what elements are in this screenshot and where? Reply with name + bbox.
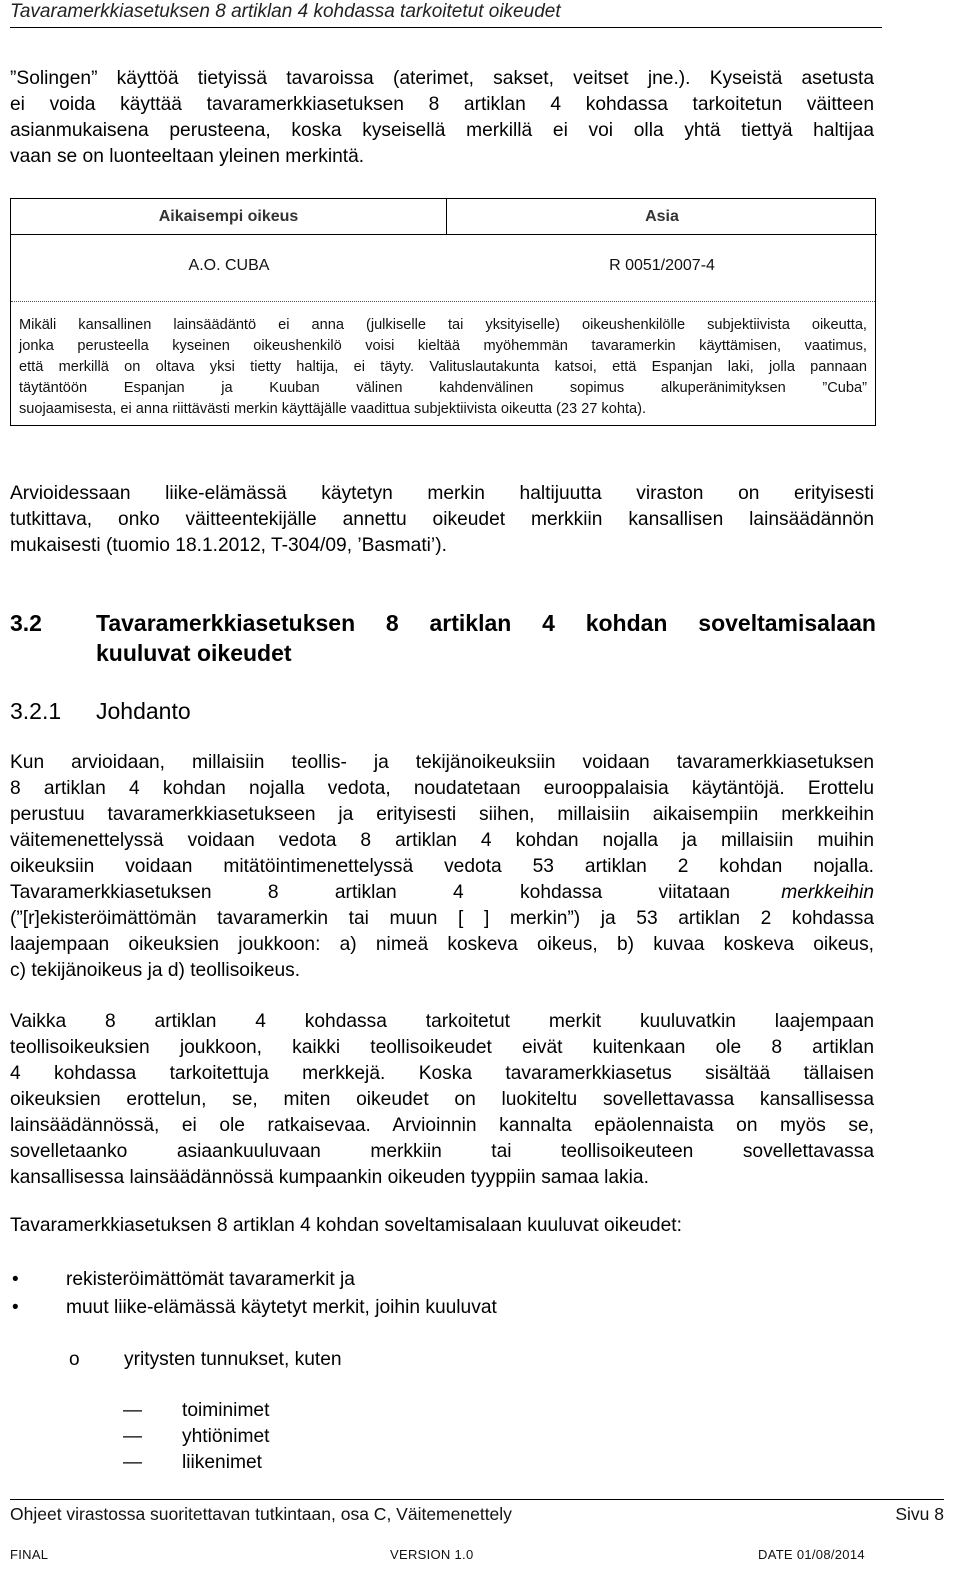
status-date: DATE 01/08/2014 bbox=[758, 1547, 865, 1562]
text-segment: Tavaramerkkiasetuksen 8 artiklan 4 kohdassa viitataan bbox=[10, 882, 730, 903]
text-line: ”Solingen” käyttöä tietyissä tavaroissa (aterimet, sakset, veitset jne.). Kyseistä asetusta bbox=[10, 68, 874, 89]
text-line: vaan se on luonteeltaan yleinen merkintä. bbox=[10, 146, 365, 167]
text-line: Mikäli kansallinen lainsäädäntö ei anna (julkiselle tai yksityiselle) oikeushenkilölle subjektiivista oikeutta, bbox=[19, 317, 867, 333]
text-line: jonka perusteella kyseinen oikeushenkilö voisi kieltää myöhemmän tavaramerkin käyttämisen, vaatimus, bbox=[19, 338, 867, 354]
section-title: Johdanto bbox=[96, 698, 191, 724]
list-intro bbox=[10, 1213, 874, 1239]
list-item: rekisteröimättömät tavaramerkit ja bbox=[66, 1269, 355, 1290]
dash-bullet-icon: — bbox=[123, 1452, 142, 1473]
text-line: lainsäädännössä, ei ole ratkaisevaa. Arvioinnin kannalta epäolennaista on myös se, bbox=[10, 1115, 874, 1136]
text-line: oikeuksiin voidaan mitätöintimenettelyssä vedota 53 artiklan 2 kohdan nojalla. bbox=[10, 856, 874, 877]
earlier-right-value: A.O. CUBA bbox=[188, 257, 270, 274]
assessment-paragraph bbox=[10, 481, 874, 559]
text-line: (”[r]ekisteröimättömän tavaramerkin tai muun [ ] merkin”) ja 53 artiklan 2 kohdassa bbox=[10, 908, 874, 929]
introduction-paragraph-1 bbox=[10, 750, 874, 984]
text-line: 4 kohdassa tarkoitettuja merkkejä. Koska tavaramerkkiasetus sisältää tällaisen bbox=[10, 1063, 874, 1084]
header-divider bbox=[10, 27, 882, 28]
text-line: 8 artiklan 4 kohdan nojalla vedota, noudatetaan eurooppalaisia käytäntöjä. Erottelu bbox=[10, 778, 874, 799]
text-line: teollisoikeuksien joukkoon, kaikki teollisoikeudet eivät kuitenkaan ole 8 artiklan bbox=[10, 1037, 874, 1058]
section-title-line: Tavaramerkkiasetuksen 8 artiklan 4 kohdan soveltamisalaan bbox=[96, 610, 876, 636]
intro-paragraph bbox=[10, 66, 874, 170]
introduction-paragraph-2 bbox=[10, 1009, 874, 1191]
text-line: Arvioidessaan liike-elämässä käytetyn merkin haltijuutta viraston on erityisesti bbox=[10, 483, 874, 504]
text-line: perustuu tavaramerkkiasetukseen ja erityisesti siihen, millaisiin aikaisempiin merkkeihin bbox=[10, 804, 874, 825]
circle-bullet-icon: o bbox=[69, 1349, 80, 1370]
text-line: väitemenettelyssä voidaan vedota 8 artiklan 4 kohdan nojalla ja millaisiin muihin bbox=[10, 830, 874, 851]
section-number: 3.2.1 bbox=[10, 698, 62, 724]
text-line: mukaisesti (tuomio 18.1.2012, T-304/09, ’Basmati’). bbox=[10, 535, 447, 556]
sub-sub-list-item: toiminimet bbox=[182, 1400, 270, 1421]
case-summary-text bbox=[19, 315, 867, 420]
text-line: tutkittava, onko väitteentekijälle annettu oikeudet merkkiin kansallisen lainsäädännön bbox=[10, 509, 874, 530]
text-line: ei voida käyttää tavaramerkkiasetuksen 8 artiklan 4 kohdassa tarkoitetun väitteen bbox=[10, 94, 874, 115]
list-item: muut liike-elämässä käytetyt merkit, joihin kuuluvat bbox=[66, 1297, 497, 1318]
bullet-icon: • bbox=[12, 1269, 19, 1290]
sub-list-item: yritysten tunnukset, kuten bbox=[124, 1349, 342, 1370]
text-line: Kun arvioidaan, millaisiin teollis- ja tekijänoikeuksiin voidaan tavaramerkkiasetuksen bbox=[10, 752, 874, 773]
text-line: laajempaan oikeuksien joukkoon: a) nimeä koskeva oikeus, b) kuvaa koskeva oikeus, bbox=[10, 934, 874, 955]
page-header-title: Tavaramerkkiasetuksen 8 artiklan 4 kohdassa tarkoitetut oikeudet bbox=[10, 1, 561, 22]
case-column-header: Asia bbox=[447, 199, 877, 235]
case-number-value: R 0051/2007-4 bbox=[609, 257, 715, 274]
text-line: että merkillä on oltava yksi tietty haltija, ei täyty. Valituslautakunta katsoi, että Espanjan laki, jolla pannaan bbox=[19, 359, 867, 375]
earlier-right-column-header: Aikaisempi oikeus bbox=[11, 199, 447, 235]
section-heading-3-2-1 bbox=[10, 696, 410, 726]
section-heading-3-2 bbox=[10, 608, 876, 670]
dash-bullet-icon: — bbox=[123, 1400, 142, 1421]
text-line: Vaikka 8 artiklan 4 kohdassa tarkoitetut merkit kuuluvatkin laajempaan bbox=[10, 1011, 874, 1032]
emphasis-text: merkkeihin bbox=[781, 882, 874, 903]
section-number: 3.2 bbox=[10, 610, 42, 636]
text-line: asianmukaisena perusteena, koska kyseisellä merkillä ei voi olla yhtä tiettyä haltijaa bbox=[10, 120, 874, 141]
text-line bbox=[10, 880, 874, 906]
text-line: kansallisessa lainsäädännössä kumpaankin oikeuden tyyppiin samaa lakia. bbox=[10, 1167, 649, 1188]
footer-document-title: Ohjeet virastossa suoritettavan tutkintaan, osa C, Väitemenettely bbox=[10, 1504, 512, 1524]
text-line: sovelletaanko asiaankuuluvaan merkkiin tai teollisoikeuteen sovellettavassa bbox=[10, 1141, 874, 1162]
case-summary-box bbox=[10, 198, 876, 426]
sub-sub-list-item: yhtiönimet bbox=[182, 1426, 270, 1447]
text-line: suojaamisesta, ei anna riittävästi merkin käyttäjälle vaadittua subjektiivista oikeutta (23 27 kohta). bbox=[19, 401, 647, 417]
footer-page-number: Sivu 8 bbox=[895, 1504, 944, 1524]
sub-sub-list-item: liikenimet bbox=[182, 1452, 262, 1473]
status-version: VERSION 1.0 bbox=[390, 1547, 474, 1562]
text-line: täytäntöön Espanjan ja Kuuban välinen kahdenvälinen sopimus alkuperänimityksen ”Cuba” bbox=[19, 380, 867, 396]
bullet-icon: • bbox=[12, 1297, 19, 1318]
text-line: c) tekijänoikeus ja d) teollisoikeus. bbox=[10, 960, 301, 981]
dash-bullet-icon: — bbox=[123, 1426, 142, 1447]
text-line: Tavaramerkkiasetuksen 8 artiklan 4 kohdan soveltamisalaan kuuluvat oikeudet: bbox=[10, 1215, 682, 1236]
case-box-divider bbox=[11, 301, 875, 302]
footer-divider bbox=[10, 1499, 944, 1500]
section-title-line: kuuluvat oikeudet bbox=[96, 640, 292, 666]
text-line: oikeuksien erottelun, se, miten oikeudet on luokiteltu sovellettavassa kansallisessa bbox=[10, 1089, 874, 1110]
status-final: FINAL bbox=[10, 1547, 49, 1562]
